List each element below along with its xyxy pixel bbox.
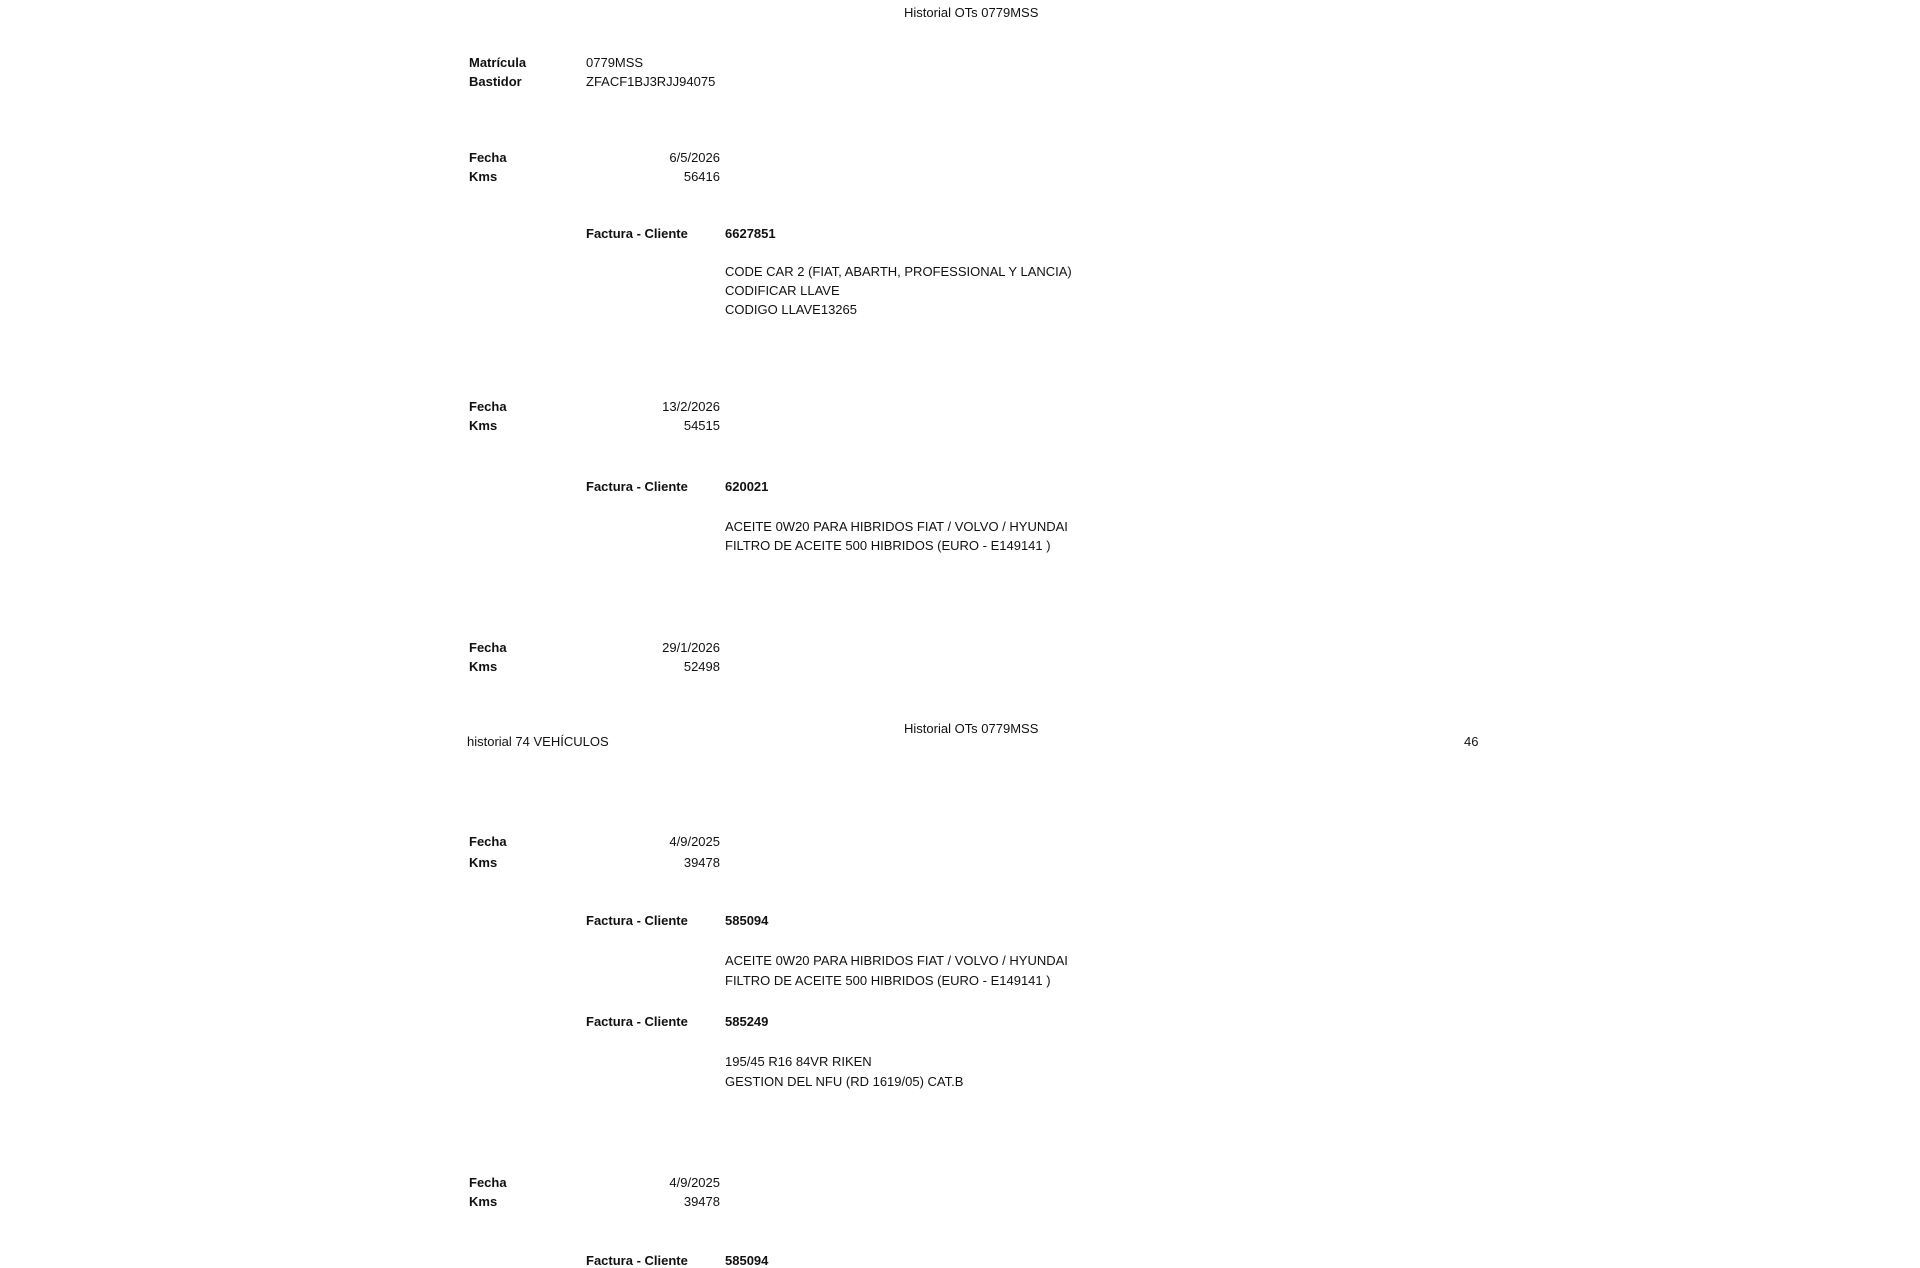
page-number: 46	[1464, 734, 1479, 749]
factura-number: 620021	[725, 479, 769, 494]
service-line: CODIFICAR LLAVE	[725, 283, 840, 298]
service-line: GESTION DEL NFU (RD 1619/05) CAT.B	[725, 1074, 964, 1089]
factura-label: Factura - Cliente	[586, 913, 688, 928]
kms-label: Kms	[469, 169, 498, 184]
fecha-label: Fecha	[469, 640, 507, 655]
fecha-value: 13/2/2026	[662, 399, 720, 414]
factura-label: Factura - Cliente	[586, 226, 688, 241]
matricula-label: Matrícula	[469, 55, 527, 70]
kms-value: 52498	[683, 659, 720, 674]
factura-label: Factura - Cliente	[586, 1253, 688, 1268]
fecha-value: 6/5/2026	[669, 150, 720, 165]
bastidor-value: ZFACF1BJ3RJJ94075	[586, 74, 716, 89]
kms-value: 39478	[683, 855, 720, 870]
bastidor-label: Bastidor	[469, 74, 522, 89]
fecha-label: Fecha	[469, 399, 507, 414]
kms-value: 54515	[683, 418, 720, 433]
factura-number: 585094	[725, 1253, 769, 1268]
service-line: CODIGO LLAVE13265	[725, 302, 857, 317]
kms-label: Kms	[469, 855, 498, 870]
factura-number: 6627851	[725, 226, 776, 241]
fecha-value: 4/9/2025	[669, 1175, 720, 1190]
service-line: FILTRO DE ACEITE 500 HIBRIDOS (EURO - E149141 )	[725, 973, 1051, 988]
kms-label: Kms	[469, 659, 498, 674]
matricula-value: 0779MSS	[586, 55, 644, 70]
fecha-label: Fecha	[469, 150, 507, 165]
service-line: ACEITE 0W20 PARA HIBRIDOS FIAT / VOLVO / HYUNDAI	[725, 519, 1068, 534]
service-line: ACEITE 0W20 PARA HIBRIDOS FIAT / VOLVO / HYUNDAI	[725, 953, 1068, 968]
fecha-value: 4/9/2025	[669, 834, 720, 849]
fecha-label: Fecha	[469, 1175, 507, 1190]
factura-label: Factura - Cliente	[586, 479, 688, 494]
kms-value: 56416	[683, 169, 720, 184]
page-title: Historial OTs 0779MSS	[904, 5, 1039, 20]
service-line: CODE CAR 2 (FIAT, ABARTH, PROFESSIONAL Y LANCIA)	[725, 264, 1072, 279]
service-line: FILTRO DE ACEITE 500 HIBRIDOS (EURO - E149141 )	[725, 538, 1051, 553]
fecha-value: 29/1/2026	[662, 640, 720, 655]
factura-label: Factura - Cliente	[586, 1014, 688, 1029]
service-line: 195/45 R16 84VR RIKEN	[725, 1054, 872, 1069]
factura-number: 585249	[725, 1014, 769, 1029]
fecha-label: Fecha	[469, 834, 507, 849]
kms-label: Kms	[469, 1194, 498, 1209]
page-title: Historial OTs 0779MSS	[904, 721, 1039, 736]
factura-number: 585094	[725, 913, 769, 928]
kms-label: Kms	[469, 418, 498, 433]
footer-left-text: historial 74 VEHÍCULOS	[467, 734, 609, 749]
kms-value: 39478	[683, 1194, 720, 1209]
